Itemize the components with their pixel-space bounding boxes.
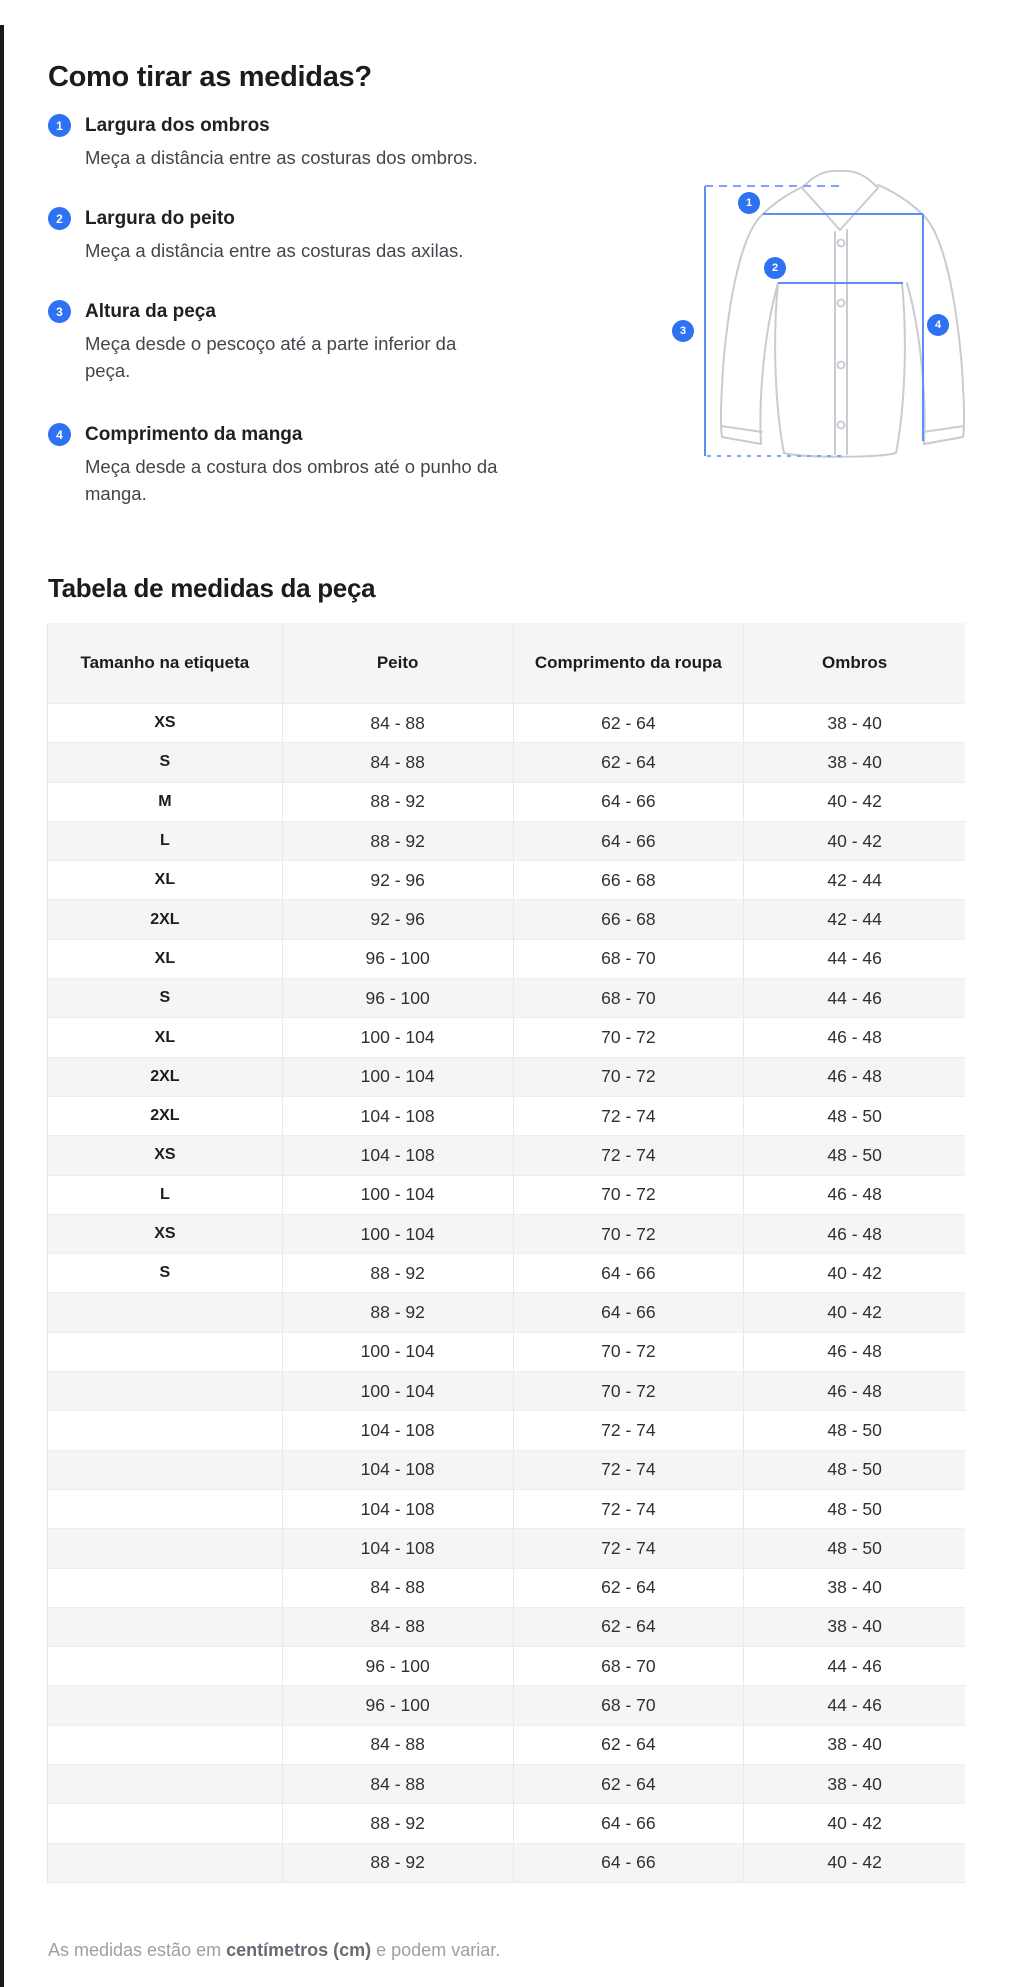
page-edge-divider (0, 25, 4, 1987)
cell-chest: 88 - 92 (282, 1844, 513, 1882)
measure-step-height (48, 300, 623, 384)
cell-shoulders: 38 - 40 (743, 1765, 965, 1803)
cell-length: 68 - 70 (513, 1647, 744, 1685)
cell-length: 70 - 72 (513, 1018, 744, 1056)
table-row (48, 1450, 965, 1489)
size-table (47, 623, 965, 1883)
table-row (48, 1017, 965, 1056)
table-row (48, 1253, 965, 1292)
cell-length: 64 - 66 (513, 1804, 744, 1842)
cell-size (48, 1686, 282, 1724)
cell-size: XL (154, 871, 176, 889)
cell-shoulders: 48 - 50 (743, 1136, 965, 1174)
shirt-measurement-diagram (650, 140, 1013, 480)
table-row (48, 1175, 965, 1214)
cell-chest: 96 - 100 (282, 940, 513, 978)
step-3-description: Meça desde o pescoço até a parte inferior da peça. (85, 333, 457, 381)
cell-length: 62 - 64 (513, 743, 744, 781)
cell-length: 66 - 68 (513, 861, 744, 899)
table-row (48, 1725, 965, 1764)
cell-length: 70 - 72 (513, 1215, 744, 1253)
cell-shoulders: 46 - 48 (743, 1176, 965, 1214)
cell-chest: 100 - 104 (282, 1372, 513, 1410)
cell-shoulders: 38 - 40 (743, 743, 965, 781)
cell-shoulders: 42 - 44 (743, 861, 965, 899)
step-2-label: Largura do peito (85, 208, 235, 229)
cell-size: XS (154, 1225, 176, 1242)
cell-size: L (159, 1185, 170, 1203)
size-table-body (48, 703, 965, 1882)
cell-size (48, 1293, 282, 1331)
cell-size: L (159, 832, 170, 850)
units-footnote: As medidas estão em centímetros (cm) e podem variar. (48, 1940, 501, 1960)
cell-chest: 100 - 104 (282, 1018, 513, 1056)
cell-length: 68 - 70 (513, 979, 744, 1017)
cell-shoulders: 44 - 46 (743, 940, 965, 978)
cell-length: 70 - 72 (513, 1176, 744, 1214)
measure-step-shoulders (48, 114, 623, 171)
cell-shoulders: 40 - 42 (743, 1844, 965, 1882)
table-row (48, 978, 965, 1017)
header-chest: Peito (282, 623, 513, 703)
diagram-badge-4: 4 (927, 314, 949, 336)
cell-shoulders: 38 - 40 (743, 704, 965, 742)
cell-shoulders: 40 - 42 (743, 783, 965, 821)
step-2-description: Meça a distância entre as costuras das axilas. (85, 240, 464, 261)
cell-shoulders: 44 - 46 (743, 1647, 965, 1685)
cell-size: 2XL (150, 910, 180, 928)
cell-chest: 92 - 96 (282, 861, 513, 899)
cell-size: M (158, 792, 172, 810)
cell-size (48, 1451, 282, 1489)
table-row (48, 1410, 965, 1449)
cell-chest: 96 - 100 (282, 1647, 513, 1685)
diagram-badge-3: 3 (672, 320, 694, 342)
cell-chest: 104 - 108 (282, 1490, 513, 1528)
diagram-badge-2: 2 (764, 257, 786, 279)
cell-size (48, 1333, 282, 1371)
cell-chest: 88 - 92 (282, 783, 513, 821)
cell-size: S (159, 753, 171, 771)
table-row (48, 1096, 965, 1135)
header-shoulders: Ombros (743, 623, 965, 703)
cell-length: 62 - 64 (513, 1608, 744, 1646)
cell-length: 62 - 64 (513, 704, 744, 742)
cell-shoulders: 44 - 46 (743, 979, 965, 1017)
cell-length: 72 - 74 (513, 1490, 744, 1528)
step-4-badge: 4 (48, 423, 71, 446)
cell-length: 62 - 64 (513, 1569, 744, 1607)
cell-size (48, 1647, 282, 1685)
size-table-title: Tabela de medidas da peça (48, 572, 376, 603)
size-table-header-row (48, 623, 965, 703)
cell-shoulders: 46 - 48 (743, 1333, 965, 1371)
cell-chest: 96 - 100 (282, 1686, 513, 1724)
cell-length: 72 - 74 (513, 1136, 744, 1174)
diagram-badge-1: 1 (738, 192, 760, 214)
cell-shoulders: 46 - 48 (743, 1018, 965, 1056)
table-row (48, 742, 965, 781)
cell-size (48, 1411, 282, 1449)
table-row (48, 1489, 965, 1528)
table-row (48, 899, 965, 938)
cell-length: 64 - 66 (513, 1254, 744, 1292)
cell-chest: 84 - 88 (282, 1608, 513, 1646)
shirt-outline-icon (650, 140, 1013, 480)
table-row (48, 1803, 965, 1842)
cell-size (48, 1804, 282, 1842)
cell-length: 68 - 70 (513, 1686, 744, 1724)
cell-shoulders: 48 - 50 (743, 1097, 965, 1135)
cell-length: 68 - 70 (513, 940, 744, 978)
cell-size (48, 1372, 282, 1410)
cell-chest: 104 - 108 (282, 1097, 513, 1135)
table-row (48, 1371, 965, 1410)
table-row (48, 1292, 965, 1331)
cell-length: 72 - 74 (513, 1451, 744, 1489)
table-row (48, 703, 965, 742)
cell-shoulders: 46 - 48 (743, 1372, 965, 1410)
cell-size: XL (154, 1028, 176, 1046)
cell-shoulders: 40 - 42 (743, 1254, 965, 1292)
cell-size (48, 1726, 282, 1764)
cell-shoulders: 48 - 50 (743, 1529, 965, 1567)
cell-length: 64 - 66 (513, 1844, 744, 1882)
measure-step-chest (48, 207, 623, 264)
table-row (48, 1764, 965, 1803)
step-1-label: Largura dos ombros (85, 115, 270, 136)
step-1-description: Meça a distância entre as costuras dos ombros. (85, 147, 478, 168)
cell-size: 2XL (150, 1107, 180, 1125)
cell-chest: 84 - 88 (282, 743, 513, 781)
cell-chest: 104 - 108 (282, 1136, 513, 1174)
table-row (48, 1057, 965, 1096)
cell-chest: 88 - 92 (282, 1254, 513, 1292)
cell-shoulders: 40 - 42 (743, 1804, 965, 1842)
cell-chest: 84 - 88 (282, 1726, 513, 1764)
cell-chest: 100 - 104 (282, 1058, 513, 1096)
cell-length: 72 - 74 (513, 1529, 744, 1567)
page-title: Como tirar as medidas? (48, 61, 372, 94)
table-row (48, 1135, 965, 1174)
step-4-label: Comprimento da manga (85, 424, 303, 445)
cell-size (48, 1844, 282, 1882)
cell-chest: 84 - 88 (282, 1765, 513, 1803)
cell-shoulders: 44 - 46 (743, 1686, 965, 1724)
cell-length: 70 - 72 (513, 1058, 744, 1096)
table-row (48, 939, 965, 978)
table-row (48, 821, 965, 860)
step-3-badge: 3 (48, 300, 71, 323)
cell-shoulders: 48 - 50 (743, 1490, 965, 1528)
step-2-badge: 2 (48, 207, 71, 230)
step-1-badge: 1 (48, 114, 71, 137)
cell-shoulders: 46 - 48 (743, 1215, 965, 1253)
cell-chest: 88 - 92 (282, 1804, 513, 1842)
measure-step-sleeve (48, 423, 623, 507)
cell-size: S (159, 989, 171, 1007)
cell-chest: 104 - 108 (282, 1451, 513, 1489)
cell-shoulders: 38 - 40 (743, 1569, 965, 1607)
cell-length: 62 - 64 (513, 1765, 744, 1803)
cell-size: 2XL (150, 1067, 180, 1085)
cell-length: 66 - 68 (513, 900, 744, 938)
cell-length: 64 - 66 (513, 1293, 744, 1331)
cell-size (48, 1529, 282, 1567)
cell-chest: 100 - 104 (282, 1215, 513, 1253)
table-row (48, 1332, 965, 1371)
cell-length: 64 - 66 (513, 822, 744, 860)
table-row (48, 860, 965, 899)
table-row (48, 1607, 965, 1646)
cell-shoulders: 40 - 42 (743, 822, 965, 860)
cell-size (48, 1569, 282, 1607)
cell-chest: 96 - 100 (282, 979, 513, 1017)
cell-chest: 100 - 104 (282, 1333, 513, 1371)
cell-shoulders: 48 - 50 (743, 1451, 965, 1489)
cell-size (48, 1765, 282, 1803)
cell-size: XL (154, 949, 176, 967)
table-row (48, 782, 965, 821)
cell-shoulders: 40 - 42 (743, 1293, 965, 1331)
cell-shoulders: 46 - 48 (743, 1058, 965, 1096)
cell-shoulders: 42 - 44 (743, 900, 965, 938)
cell-size (48, 1490, 282, 1528)
cell-shoulders: 38 - 40 (743, 1608, 965, 1646)
table-row (48, 1528, 965, 1567)
cell-length: 70 - 72 (513, 1372, 744, 1410)
cell-chest: 84 - 88 (282, 704, 513, 742)
cell-chest: 104 - 108 (282, 1411, 513, 1449)
cell-length: 62 - 64 (513, 1726, 744, 1764)
cell-size: S (159, 1264, 171, 1282)
table-row (48, 1568, 965, 1607)
cell-length: 72 - 74 (513, 1411, 744, 1449)
cell-length: 72 - 74 (513, 1097, 744, 1135)
cell-chest: 92 - 96 (282, 900, 513, 938)
cell-shoulders: 48 - 50 (743, 1411, 965, 1449)
cell-chest: 88 - 92 (282, 822, 513, 860)
step-3-label: Altura da peça (85, 301, 216, 322)
header-length: Comprimento da roupa (513, 623, 744, 703)
cell-chest: 88 - 92 (282, 1293, 513, 1331)
cell-size: XS (154, 1146, 176, 1164)
header-size-label: Tamanho na etiqueta (80, 653, 250, 672)
table-row (48, 1685, 965, 1724)
cell-length: 64 - 66 (513, 783, 744, 821)
cell-chest: 84 - 88 (282, 1569, 513, 1607)
cell-shoulders: 38 - 40 (743, 1726, 965, 1764)
cell-chest: 100 - 104 (282, 1176, 513, 1214)
cell-length: 70 - 72 (513, 1333, 744, 1371)
table-row (48, 1214, 965, 1253)
step-4-description: Meça desde a costura dos ombros até o punho da manga. (85, 456, 498, 504)
table-row (48, 1646, 965, 1685)
table-row (48, 1843, 965, 1882)
cell-chest: 104 - 108 (282, 1529, 513, 1567)
cell-size (48, 1608, 282, 1646)
cell-size: XS (154, 714, 176, 732)
